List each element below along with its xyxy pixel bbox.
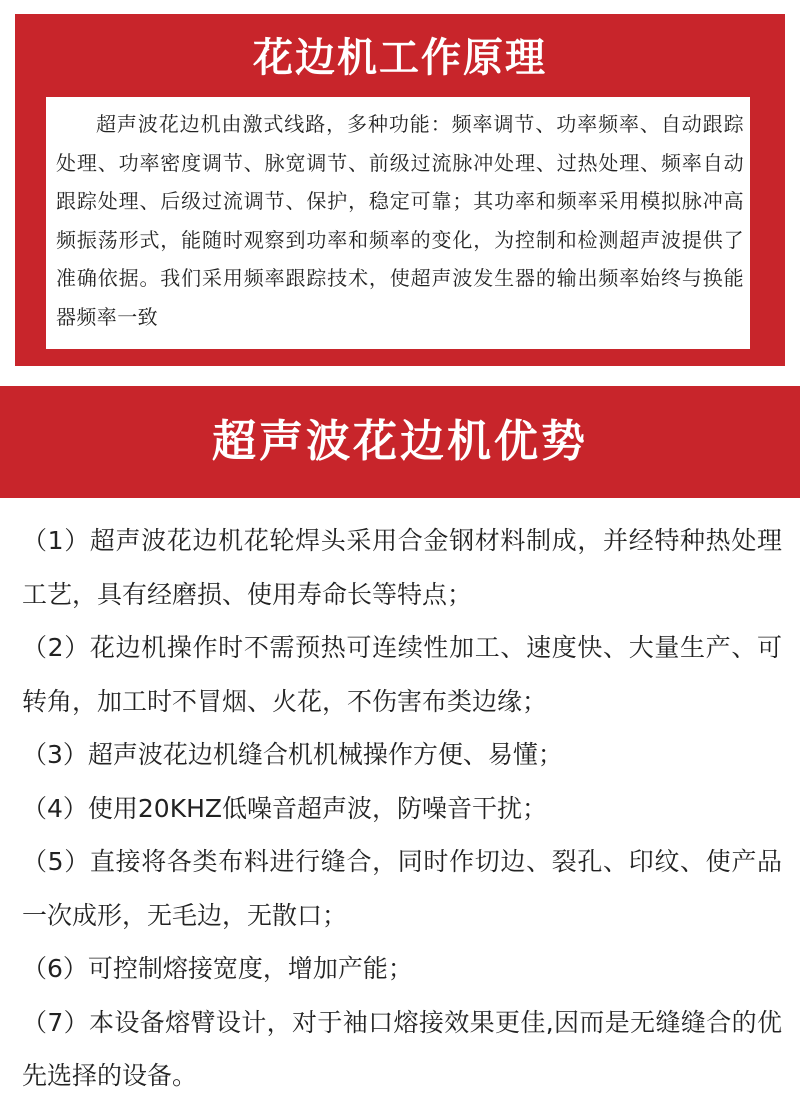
advantage-item: （6）可控制熔接宽度，增加产能； — [22, 954, 413, 983]
advantage-item: （1）超声波花边机花轮焊头采用合金钢材料制成，并经特种热处理工艺，具有经磨损、使用寿命长等特点； — [22, 526, 782, 609]
principle-body: 超声波花边机由激式线路，多种功能：频率调节、功率频率、自动跟踪处理、功率密度调节、脉宽调节、前级过流脉冲处理、过热处理、频率自动跟踪处理、后级过流调节、保护，稳定可靠；其功率和频率采用模拟脉冲高频振荡形式，能随时观察到功率和频率的变化，为控制和检测超声波提供了准确依据。我们采用频率跟踪技术，使超声波发生器的输出频率始终与换能器频率一致 — [56, 112, 744, 329]
principle-title: 花边机工作原理 — [253, 35, 547, 81]
advantage-item: （4）使用20KHZ低噪音超声波，防噪音干扰； — [22, 793, 548, 823]
advantage-item: （3）超声波花边机缝合机机械操作方便、易懂； — [22, 740, 563, 769]
advantages-title: 超声波花边机优势 — [212, 416, 588, 467]
principle-text-box — [46, 97, 750, 349]
advantage-item: （5）直接将各类布料进行缝合，同时作切边、裂孔、印纹、使产品一次成形，无毛边，无散口； — [22, 847, 782, 930]
advantages-banner — [0, 386, 800, 498]
advantage-item: （2）花边机操作时不需预热可连续性加工、速度快、大量生产、可转角，加工时不冒烟、火花，不伤害布类边缘； — [22, 633, 782, 716]
advantage-item: （7）本设备熔臂设计，对于袖口熔接效果更佳,因而是无缝缝合的优先选择的设备。 — [22, 1007, 782, 1090]
advantages-list — [22, 514, 782, 1103]
principle-section — [15, 14, 785, 366]
